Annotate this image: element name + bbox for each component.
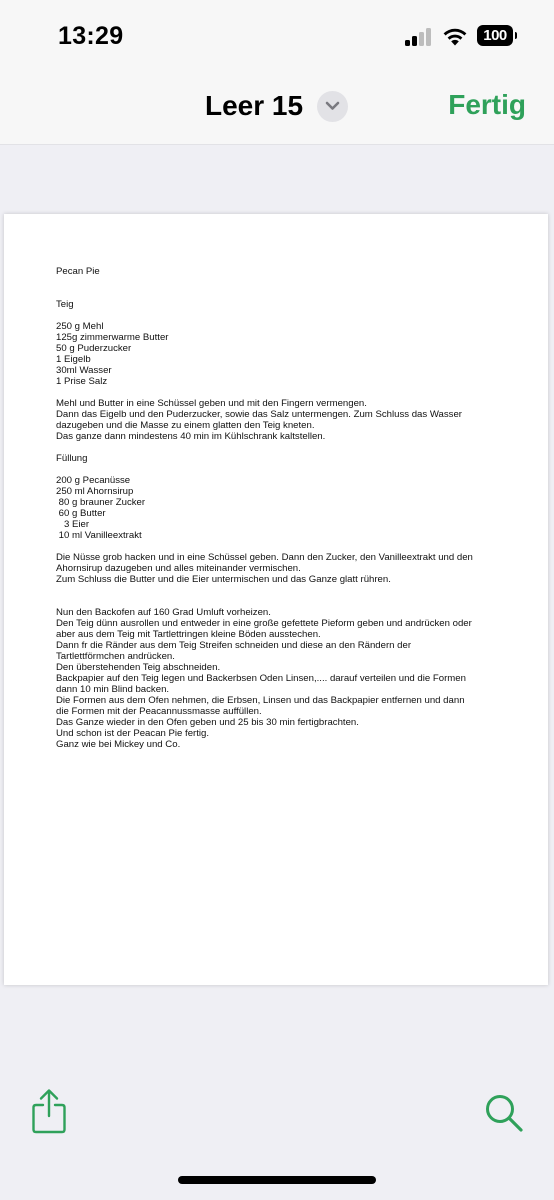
document-line: 1 Eigelb xyxy=(56,354,91,365)
document-line: aber aus dem Teig mit Tartlettringen kleine Böden ausstechen. xyxy=(56,629,321,640)
document-line: Die Nüsse grob hacken und in eine Schüssel geben. Dann den Zucker, den Vanilleextrakt und den xyxy=(56,552,473,563)
document-line: Das Ganze wieder in den Ofen geben und 25 bis 30 min fertigbrachten. xyxy=(56,717,359,728)
wifi-icon xyxy=(442,25,468,47)
document-page xyxy=(4,214,548,985)
document-line: Pecan Pie xyxy=(56,266,100,277)
document-line: die Formen mit der Peacannussmasse auffüllen. xyxy=(56,706,262,717)
document-line: 30ml Wasser xyxy=(56,365,112,376)
document-line: 50 g Puderzucker xyxy=(56,343,132,354)
document-line: Den überstehenden Teig abschneiden. xyxy=(56,662,221,673)
document-line: Dann das Eigelb und den Puderzucker, sowie das Salz untermengen. Zum Schluss das Wasser xyxy=(56,409,462,420)
battery-icon: 100 xyxy=(477,25,513,46)
document-line: Ahornsirup dazugeben und alles miteinander vermischen. xyxy=(56,563,301,574)
document-line: Ganz wie bei Mickey und Co. xyxy=(56,739,181,750)
document-line: Teig xyxy=(56,299,74,310)
document-line: Backpapier auf den Teig legen und Backerbsen Oden Linsen,.... darauf verteilen und die Formen xyxy=(56,673,466,684)
page-title[interactable]: Leer 15 xyxy=(205,90,304,121)
document-line: dann 10 min Blind backen. xyxy=(56,684,170,695)
document-line: Füllung xyxy=(56,453,88,464)
title-menu-button[interactable] xyxy=(317,91,348,122)
done-button[interactable]: Fertig xyxy=(448,89,526,120)
document-line: Dann fr die Ränder aus dem Teig Streifen schneiden und diese an den Rändern der xyxy=(56,640,412,651)
document-line: Das ganze dann mindestens 40 min im Kühlschrank kaltstellen. xyxy=(56,431,326,442)
share-button[interactable] xyxy=(30,1088,68,1134)
document-line: 250 ml Ahornsirup xyxy=(56,486,134,497)
document-line: 200 g Pecanüsse xyxy=(56,475,131,486)
document-line: Tartlettförmchen andrücken. xyxy=(56,651,175,662)
search-icon xyxy=(484,1093,524,1133)
cellular-signal-icon xyxy=(405,28,435,46)
document-line: Den Teig dünn ausrollen und entweder in eine große gefettete Pieform geben und andrücken oder xyxy=(56,618,472,629)
search-button[interactable] xyxy=(484,1093,524,1133)
document-line: dazugeben und die Masse zu einem glatten den Teig kneten. xyxy=(56,420,315,431)
status-time: 13:29 xyxy=(58,22,124,50)
document-line: 250 g Mehl xyxy=(56,321,104,332)
document-line: 10 ml Vanilleextrakt xyxy=(56,530,142,541)
navigation-bar xyxy=(0,70,554,145)
document-text xyxy=(56,266,501,750)
chevron-down-icon xyxy=(325,101,340,111)
document-line: Die Formen aus dem Ofen nehmen, die Erbsen, Linsen und das Backpapier entfernen und dann xyxy=(56,695,465,706)
document-line: Zum Schluss die Butter und die Eier untermischen und das Ganze glatt rühren. xyxy=(56,574,391,585)
document-line: 125g zimmerwarme Butter xyxy=(56,332,169,343)
document-line: Und schon ist der Peacan Pie fertig. xyxy=(56,728,210,739)
document-line: 3 Eier xyxy=(56,519,90,530)
document-line: 1 Prise Salz xyxy=(56,376,108,387)
status-bar xyxy=(0,0,554,70)
share-icon xyxy=(30,1088,68,1134)
home-indicator xyxy=(178,1176,376,1184)
document-line: 60 g Butter xyxy=(56,508,106,519)
document-line: Mehl und Butter in eine Schüssel geben und mit den Fingern vermengen. xyxy=(56,398,367,409)
document-line: Nun den Backofen auf 160 Grad Umluft vorheizen. xyxy=(56,607,271,618)
document-line: 80 g brauner Zucker xyxy=(56,497,146,508)
